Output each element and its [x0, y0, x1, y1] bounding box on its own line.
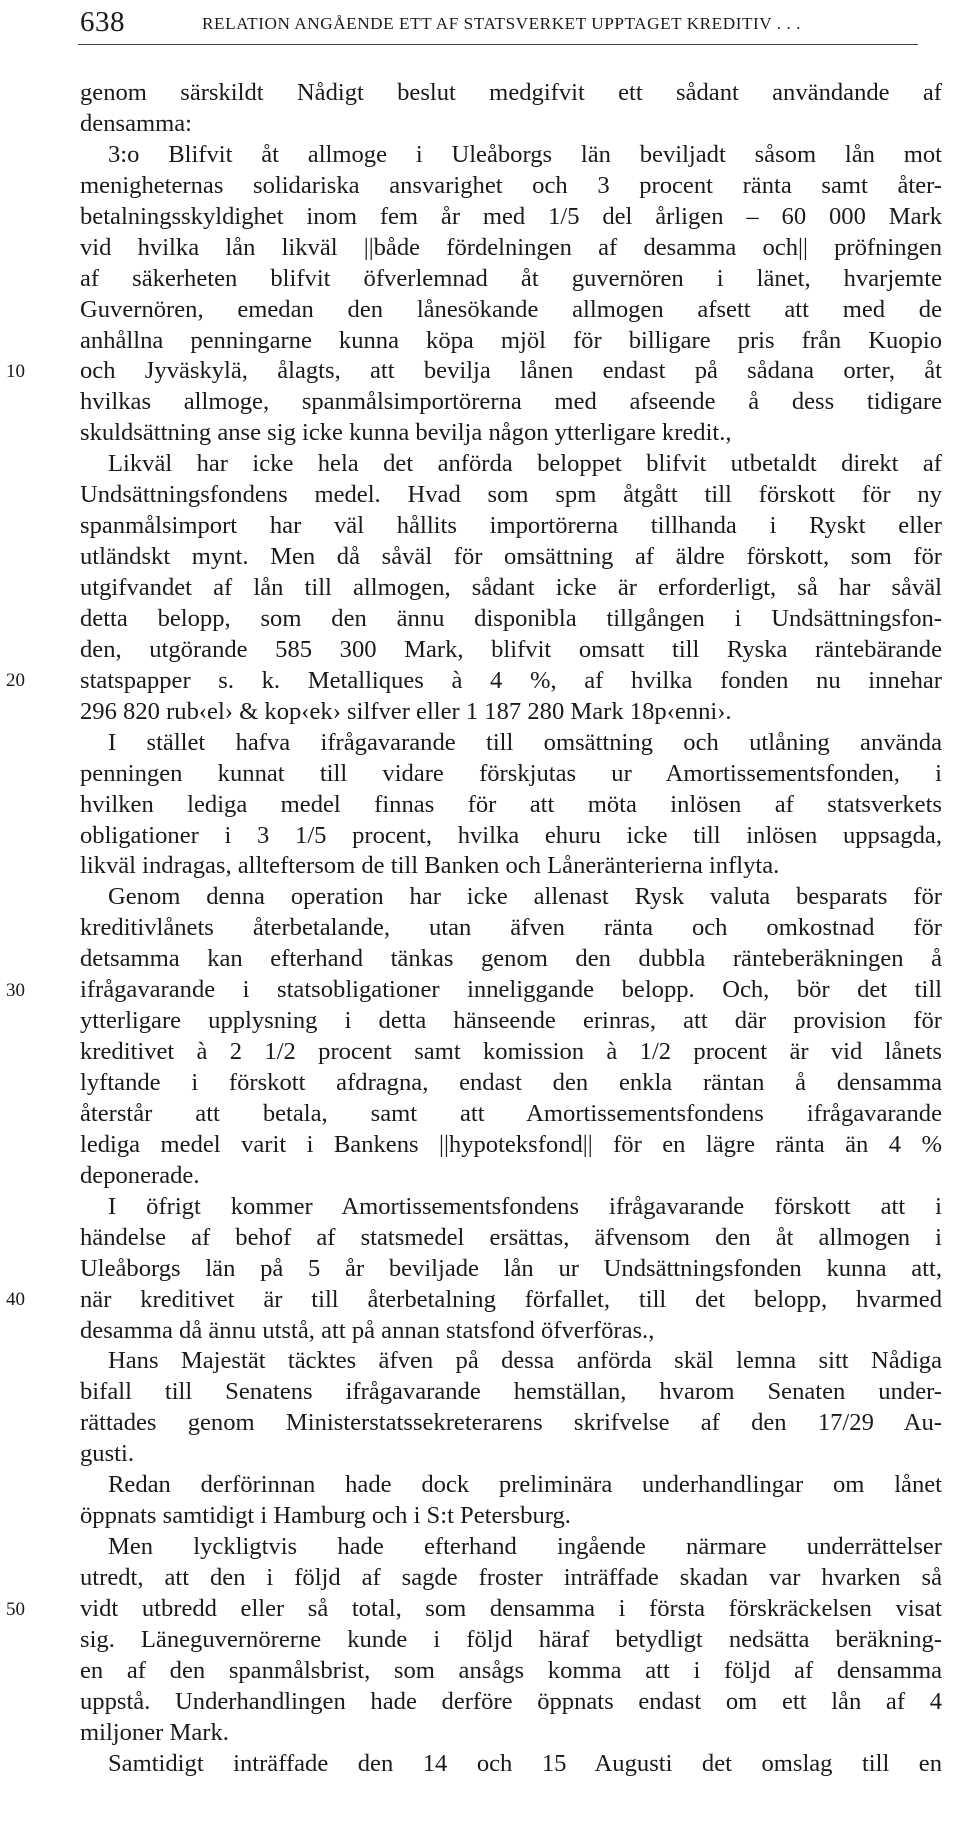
- text-line: Hans Majestät täcktes äfven på dessa anförda skäl lemna sitt Nådiga: [108, 1347, 942, 1375]
- text-line: menigheternas solidariska ansvarighet och 3 procent ränta samt åter-: [80, 171, 942, 199]
- text-line: Guvernören, emedan den lånesökande allmogen afsett att med de: [80, 295, 942, 323]
- text-line: utredt, att den i följd af sagde froster inträffade skadan var hvarken så: [80, 1564, 942, 1591]
- text-line: anhållna penningarne kunna köpa mjöl för billigare pris från Kuopio: [80, 326, 942, 354]
- text-line: den, utgörande 585 300 Mark, blifvit omsatt till Ryska räntebärande: [80, 635, 942, 663]
- text-line: kreditivet à 2 1/2 procent samt komission à 1/2 procent är vid lånets: [80, 1038, 942, 1066]
- text-line: Likväl har icke hela det anförda beloppet blifvit utbetaldt direkt af: [108, 450, 942, 478]
- text-line: utgifvandet af lån till allmogen, sådant icke är erforderligt, så har såväl: [80, 574, 942, 601]
- line-number: 40: [6, 1289, 25, 1311]
- line-number: 50: [6, 1598, 25, 1620]
- text-line: hvilkas allmoge, spanmålsimportörerna med afseende å dess tidigare: [80, 388, 942, 416]
- text-line: detta belopp, som den ännu disponibla tillgången i Undsättningsfon-: [80, 604, 942, 632]
- text-line: ytterligare upplysning i detta hänseende erinras, att där provision för: [80, 1007, 942, 1035]
- running-head: RELATION ANGÅENDE ETT AF STATSVERKET UPPTAGET KREDITIV . . .: [202, 14, 802, 33]
- text-line: händelse af behof af statsmedel ersättas, äfvensom den åt allmogen i: [80, 1223, 942, 1251]
- text-line: Undsättningsfondens medel. Hvad som spm åtgått till förskott för ny: [80, 481, 942, 509]
- page-header: [78, 0, 918, 45]
- text-line: öppnats samtidigt i Hamburg och i S:t Petersburg.: [80, 1502, 571, 1530]
- text-line: och Jyväskylä, ålagts, att bevilja lånen endast på sådana orter, åt: [80, 357, 942, 385]
- text-line: detsamma kan efterhand tänkas genom den dubbla ränteberäkningen å: [80, 945, 942, 973]
- text-line: en af den spanmålsbrist, som ansågs komma att i följd af densamma: [80, 1656, 942, 1684]
- text-line: bifall till Senatens ifrågavarande hemställan, hvarom Senaten under-: [80, 1378, 942, 1406]
- text-line: skuldsättning anse sig icke kunna bevilja någon ytterligare kredit.,: [80, 419, 732, 447]
- text-line: när kreditivet är till återbetalning förfallet, till det belopp, hvarmed: [80, 1285, 942, 1313]
- text-line: ifrågavarande i statsobligationer inneliggande belopp. Och, bör det till: [80, 976, 942, 1004]
- text-line: Men lyckligtvis hade efterhand ingående närmare underrättelser: [108, 1533, 942, 1561]
- text-line: penningen kunnat till vidare förskjutas ur Amortissementsfonden, i: [80, 759, 942, 787]
- line-number: 30: [6, 979, 25, 1001]
- body-text: [80, 78, 942, 1780]
- text-line: utländskt mynt. Men då såväl för omsättning af äldre förskott, som för: [80, 543, 942, 571]
- text-line: deponerade.: [80, 1161, 200, 1189]
- text-line: Uleåborgs län på 5 år beviljade lån ur Undsättningsfonden kunna att,: [80, 1254, 942, 1282]
- text-line: lyftande i förskott afdragna, endast den enkla räntan å densamma: [80, 1069, 942, 1096]
- text-line: kreditivlånets återbetalande, utan äfven ränta och omkostnad för: [80, 914, 942, 942]
- text-line: Redan derförinnan hade dock preliminära underhandlingar om lånet: [108, 1471, 942, 1499]
- text-line: lediga medel varit i Bankens ||hypoteksfond|| för en lägre ränta än 4 %: [80, 1130, 942, 1158]
- text-line: rättades genom Ministerstatssekreterarens skrifvelse af den 17/29 Au-: [80, 1409, 942, 1437]
- text-line: 3:o Blifvit åt allmoge i Uleåborgs län beviljadt såsom lån mot: [108, 140, 942, 168]
- text-line: miljoner Mark.: [80, 1718, 229, 1746]
- text-line: återstår att betala, samt att Amortissementsfondens ifrågavarande: [80, 1099, 942, 1127]
- line-number: 10: [6, 360, 25, 382]
- text-line: 296 820 rub‹el› & kop‹ek› silfver eller 1 187 280 Mark 18p‹enni›.: [80, 697, 732, 725]
- text-line: betalningsskyldighet inom fem år med 1/5 del årligen – 60 000 Mark: [80, 202, 942, 230]
- text-line: likväl indragas, allteftersom de till Banken och Låneränterierna inflyta.: [80, 852, 780, 880]
- text-line: uppstå. Underhandlingen hade derföre öppnats endast om ett lån af 4: [80, 1687, 942, 1715]
- page-number: 638: [80, 6, 125, 38]
- text-line: obligationer i 3 1/5 procent, hvilka ehuru icke till inlösen uppsagda,: [80, 821, 942, 849]
- text-line: spanmålsimport har väl hållits importörerna tillhanda i Ryskt eller: [80, 512, 942, 540]
- text-line: hvilken lediga medel finnas för att möta inlösen af statsverkets: [80, 790, 942, 818]
- text-line: af säkerheten blifvit öfverlemnad åt guvernören i länet, hvarjemte: [80, 264, 942, 292]
- text-line: sig. Läneguvernörerne kunde i följd häraf betydligt nedsätta beräkning-: [80, 1625, 942, 1653]
- line-number: 20: [6, 670, 25, 692]
- text-line: I öfrigt kommer Amortissementsfondens ifrågavarande förskott att i: [108, 1192, 942, 1220]
- text-line: statspapper s. k. Metalliques à 4 %, af hvilka fonden nu innehar: [80, 666, 942, 694]
- text-line: desamma då ännu utstå, att på annan statsfond öfverföras.,: [80, 1316, 655, 1344]
- text-line: I stället hafva ifrågavarande till omsättning och utlåning använda: [108, 728, 942, 756]
- text-line: densamma:: [80, 109, 193, 137]
- text-line: gusti.: [80, 1440, 134, 1468]
- text-line: vid hvilka lån likväl ||både fördelningen af desamma och|| pröfningen: [80, 233, 942, 261]
- text-line: genom särskildt Nådigt beslut medgifvit ett sådant användande af: [80, 79, 942, 106]
- text-line: Samtidigt inträffade den 14 och 15 Augusti det omslag till en: [108, 1749, 942, 1777]
- text-line: vidt utbredd eller så total, som densamma i första förskräckelsen visat: [80, 1594, 942, 1622]
- text-line: Genom denna operation har icke allenast Rysk valuta besparats för: [108, 883, 942, 911]
